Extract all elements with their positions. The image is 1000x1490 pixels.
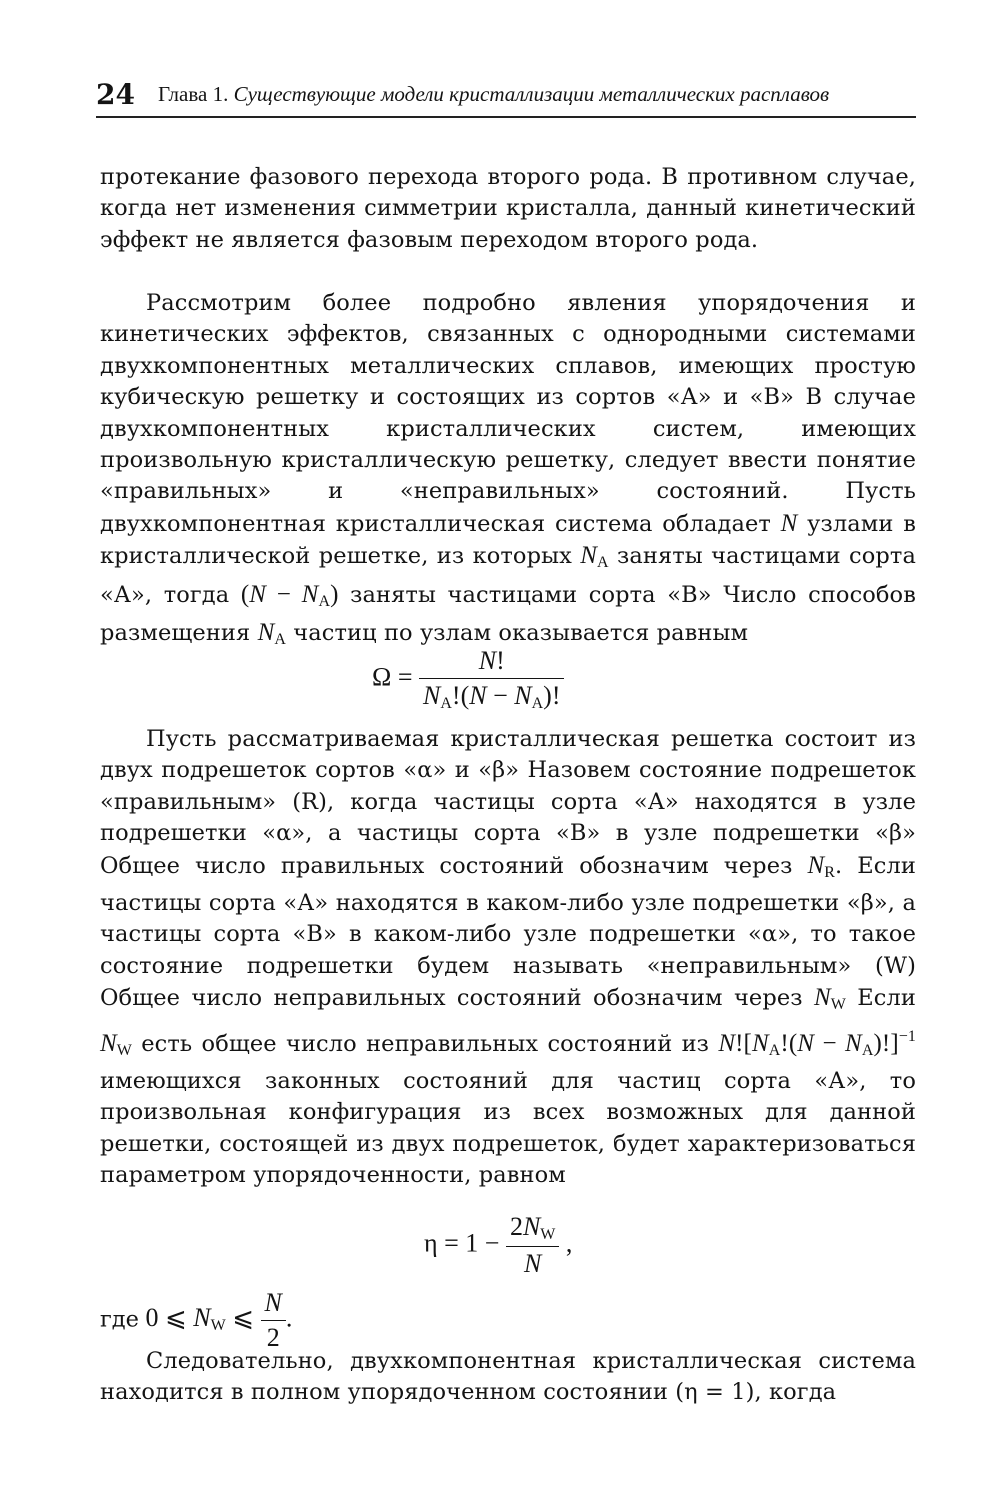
header-rule	[96, 116, 916, 118]
chapter-title: Существующие модели кристаллизации металлических расплавов	[233, 82, 830, 106]
formula-omega-denominator: $N_A!(N - N_A)$!	[419, 678, 564, 713]
running-header	[96, 78, 916, 114]
formula-eta-denominator: N	[506, 1246, 559, 1279]
paragraph-3-text-4: есть общее число неправильных состояний из	[141, 1030, 710, 1057]
paragraph-4: Следовательно, двухкомпонентная кристаллическая система находится в полном упорядоченном состоянии (η = 1), когда	[100, 1348, 916, 1406]
formula-eta-numerator: $2N_W$	[509, 1212, 556, 1243]
paragraph-3-text-5: имеющихся законных состояний для частиц сорта «А», то произвольная конфигурация из всех возможных для данной решетки, состоящей из двух подрешеток, будет характеризоваться параметром упорядоченности, равном	[100, 1068, 916, 1189]
math-NW-2: $N_W$	[100, 1029, 132, 1059]
where-condition: 0 ⩽ $N_W$ ⩽	[145, 1303, 255, 1335]
formula-omega-numerator: N!	[478, 646, 505, 675]
where-numerator: N	[264, 1288, 282, 1317]
paragraph-3: Пусть рассматриваемая кристаллическая решетка состоит из двух подрешеток сортов «α» и «β» Назовем состояние подрешеток «правильным» (R), когда частицы сорта «А» находятся в узле подрешетки «α», а частицы сорта «В» в узле подрешетки «β» Общее число правильных состояний обозначим через $N_R$. Если частицы сорта «А» находятся в каком-либо узле подрешетки «β», а частицы сорта «В» в каком-либо узле подрешетки «α», то такое состояние подрешетки будем называть «неправильным» (W) Общее число неправильных состояний обозначим через $N_W$ Если $N_W$ есть общее число неправильных состояний из $N![N_A!(N - N_A)!]^{-1}$ имеющихся законных состояний для частиц сорта «А», то произвольная конфигурация из всех возможных для данной решетки, состоящей из двух подрешеток, будет характеризоваться параметром упорядоченности, равном	[100, 726, 916, 1189]
formula-omega-fraction	[419, 646, 564, 713]
paragraph-2-text-3: заняты частицами сорта «А», тогда	[100, 543, 916, 608]
math-NA-2: $N_A$	[257, 619, 287, 649]
paragraph-2-text-2: узлами в кристаллической решетке, из которых	[100, 510, 916, 570]
math-N-minus-NA: $(N - N_A)$	[240, 580, 339, 610]
math-NR: $N_R$	[807, 851, 836, 881]
paragraph-3-text-3: Если	[857, 985, 916, 1012]
page-number: 24	[96, 78, 135, 111]
math-NW: $N_W$	[813, 984, 846, 1014]
formula-omega	[372, 646, 564, 713]
chapter-label: Глава 1.	[158, 82, 229, 106]
formula-eta-trail: ,	[565, 1228, 573, 1258]
paragraph-2-text-5: частиц по узлам оказывается равным	[293, 620, 749, 647]
paragraph-2	[100, 288, 916, 655]
paragraph-2-text-1: Рассмотрим более подробно явления упорядочения и кинетических эффектов, связанных с однородными системами двухкомпонентных металлических сплавов, имеющих простую кубическую решетку и состоящих из сортов «А» и «В» В случае двухкомпонентных кристаллических систем, имеющих произвольную кристаллическую решетку, следует ввести понятие «правильных» и «неправильных» состояний. Пусть двухкомпонентная кристаллическая система обладает	[100, 290, 916, 537]
paragraph-3-text-2: Если частицы сорта «А» находятся в каком-либо узле подрешетки «β», а частицы сорта «В» в каком-либо узле подрешетки «α», то такое состояние подрешетки будем называть «неправильным» (W) Общее число неправильных состояний обозначим через	[100, 852, 916, 1012]
formula-eta-lhs: η = 1 −	[424, 1228, 500, 1258]
formula-omega-lhs: Ω =	[372, 662, 413, 692]
formula-eta-fraction	[506, 1212, 559, 1279]
paragraph-3-text-1: Пусть рассматриваемая кристаллическая решетка состоит из двух подрешеток сортов «α» и «β» Назовем состояние подрешеток «правильным» (R), когда частицы сорта «А» находятся в узле подрешетки «α», а частицы сорта «В» в узле подрешетки «β» Общее число правильных состояний обозначим через	[100, 726, 916, 879]
chapter-heading	[158, 82, 829, 107]
where-fraction	[261, 1288, 286, 1353]
math-NA: $N_A$	[580, 542, 609, 572]
formula-eta	[424, 1212, 572, 1279]
where-denominator: 2	[261, 1320, 286, 1353]
where-label: где	[100, 1306, 139, 1333]
math-N: N	[780, 509, 798, 537]
math-combination: $N![N_A!(N - N_A)!]^{-1}$	[718, 1027, 916, 1059]
paragraph-2-text-4: заняты частицами сорта «В» Число способов размещения	[100, 581, 916, 647]
paragraph-1: протекание фазового перехода второго рода. В противном случае, когда нет изменения симметрии кристалла, данный кинетический эффект не является фазовым переходом второго рода.	[100, 164, 916, 253]
where-line: где 0 ⩽ $N_W$ ⩽ $\frac{N}{2}$ .	[100, 1288, 293, 1352]
